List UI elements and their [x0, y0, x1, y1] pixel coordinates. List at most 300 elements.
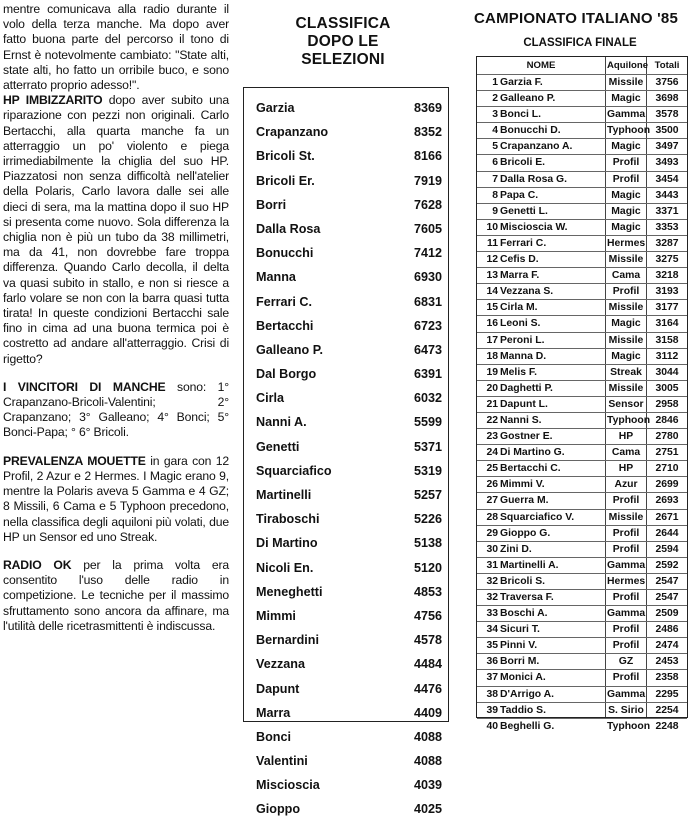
- selezioni-name: Bricoli Er.: [256, 173, 315, 188]
- kite-cell: Cama: [611, 270, 641, 282]
- table-row: [477, 445, 687, 461]
- selezioni-score: 6391: [413, 367, 442, 382]
- kite-cell: Profil: [612, 527, 640, 539]
- name-cell: Bertacchi C.: [500, 463, 561, 475]
- selezioni-score: 5138: [413, 536, 442, 551]
- total-cell: 3493: [655, 157, 679, 169]
- rank-cell: 12: [486, 254, 498, 266]
- rank-cell: 21: [486, 398, 498, 410]
- selezioni-row: [256, 435, 442, 459]
- selezioni-name: Miscioscia: [256, 778, 320, 793]
- selezioni-score: 4853: [413, 584, 442, 599]
- table-row: [477, 397, 687, 413]
- selezioni-row: [256, 531, 442, 555]
- name-cell: Peroni L.: [500, 334, 545, 346]
- table-row: [477, 670, 687, 686]
- table-row: [477, 155, 687, 171]
- name-cell: Marra F.: [500, 270, 540, 282]
- table-row: [477, 365, 687, 381]
- total-cell: 2295: [655, 688, 679, 700]
- selezioni-list: [256, 96, 442, 822]
- selezioni-name: Di Martino: [256, 536, 318, 551]
- rank-cell: 25: [486, 463, 498, 475]
- rank-cell: 26: [486, 479, 498, 491]
- selezioni-name: Vezzana: [256, 657, 306, 672]
- name-cell: Bricoli S.: [500, 575, 546, 587]
- rank-cell: 22: [486, 414, 498, 426]
- name-cell: Melis F.: [500, 366, 537, 378]
- selezioni-name: Bernardini: [256, 633, 319, 648]
- table-row: [477, 461, 687, 477]
- rank-cell: 29: [486, 527, 498, 539]
- kite-cell: Cama: [611, 447, 641, 459]
- name-cell: Zini D.: [500, 543, 532, 555]
- rank-cell: 35: [486, 640, 498, 652]
- selezioni-score: 4578: [413, 633, 442, 648]
- selezioni-name: Dalla Rosa: [256, 221, 321, 236]
- total-cell: 3044: [655, 366, 679, 378]
- total-cell: 2671: [655, 511, 679, 523]
- selezioni-name: Martinelli: [256, 488, 312, 502]
- total-cell: 3112: [655, 350, 679, 362]
- selezioni-row: [256, 96, 442, 120]
- selezioni-row: [256, 652, 442, 676]
- total-cell: 3287: [655, 237, 679, 249]
- article-paragraph: [3, 2, 229, 93]
- selezioni-score: 6723: [413, 318, 442, 333]
- table-row: [477, 107, 687, 123]
- name-cell: Beghelli G.: [500, 720, 555, 732]
- selezioni-name: Squarciafico: [256, 463, 332, 478]
- table-row: [477, 622, 687, 638]
- rank-cell: 13: [486, 270, 498, 282]
- name-cell: Cirla M.: [500, 302, 538, 314]
- selezioni-row: [256, 169, 442, 193]
- table-row: [477, 510, 687, 526]
- selezioni-score: 7628: [413, 197, 442, 212]
- selezioni-name: Manna: [256, 270, 296, 285]
- selezioni-name: Crapanzano: [256, 125, 329, 140]
- selezioni-name: Cirla: [256, 391, 284, 406]
- table-row: [477, 558, 687, 574]
- rank-cell: 6: [492, 157, 498, 169]
- name-cell: Sicuri T.: [500, 624, 540, 636]
- table-row: [477, 75, 687, 91]
- kite-cell: Typhoon: [607, 720, 651, 732]
- article-column: [3, 2, 229, 647]
- total-cell: 3353: [655, 221, 679, 233]
- table-row: [477, 606, 687, 622]
- selezioni-row: [256, 265, 442, 289]
- total-cell: 2780: [655, 431, 679, 443]
- selezioni-score: 8352: [413, 125, 442, 140]
- total-cell: 2644: [655, 527, 679, 539]
- rank-cell: 27: [486, 495, 498, 507]
- total-cell: 2474: [655, 640, 679, 652]
- table-row: [477, 91, 687, 107]
- name-cell: Taddio S.: [500, 704, 546, 716]
- selezioni-score: 4088: [413, 729, 442, 744]
- rank-cell: 16: [486, 318, 498, 330]
- name-cell: D'Arrigo A.: [500, 688, 555, 700]
- selezioni-score: 6930: [413, 270, 442, 285]
- total-cell: 3578: [655, 109, 679, 121]
- name-cell: Nanni S.: [500, 414, 542, 426]
- rank-cell: 28: [486, 511, 498, 523]
- selezioni-name: Nicoli En.: [256, 560, 314, 575]
- name-cell: Martinelli A.: [500, 559, 559, 571]
- selezioni-row: [256, 362, 442, 386]
- rank-cell: 3: [492, 109, 498, 121]
- name-cell: Gioppo G.: [500, 527, 551, 539]
- header-total: Totali: [654, 60, 680, 71]
- final-ranking-body: [477, 75, 687, 735]
- selezioni-row: [256, 556, 442, 580]
- rank-cell: 8: [492, 189, 498, 201]
- paragraph-text: sono: 1° Crapanzano-Bricoli-Valentini; 2° Crapanzano; 3° Galleano; 4° Bonci; 5° Bonci-Papa; ° 6° Bricoli.: [3, 379, 229, 440]
- total-cell: 3698: [655, 93, 679, 105]
- paragraph-text: per la prima volta era consentito l'uso delle radio in competizione. Le tecniche per il massimo sfruttamento sono ancora da affinare, ma l'utilità delle ricetrasmittenti è indiscussa.: [3, 557, 229, 633]
- selezioni-score: 6032: [413, 391, 442, 406]
- rank-cell: 40: [486, 720, 498, 732]
- total-cell: 3164: [655, 318, 679, 330]
- table-row: [477, 333, 687, 349]
- selezioni-row: [256, 241, 442, 265]
- selezioni-score: 5120: [413, 560, 442, 575]
- kite-cell: Profil: [612, 157, 640, 169]
- selezioni-score: 5371: [413, 439, 442, 454]
- total-cell: 2699: [655, 479, 679, 491]
- total-cell: 2846: [655, 414, 679, 426]
- selezioni-row: [256, 386, 442, 410]
- paragraph-lead: RADIO OK: [3, 557, 72, 572]
- selezioni-title-line: SELEZIONI: [301, 51, 385, 68]
- rank-cell: 32: [486, 592, 498, 603]
- selezioni-score: 6473: [413, 342, 442, 357]
- header-name: NOME: [526, 60, 556, 71]
- table-row: [477, 139, 687, 155]
- rank-cell: 10: [486, 221, 498, 233]
- kite-cell: Missile: [608, 511, 644, 523]
- table-row: [477, 236, 687, 252]
- rank-cell: 9: [492, 205, 498, 217]
- total-cell: 3500: [655, 125, 679, 137]
- total-cell: 2693: [655, 495, 679, 507]
- selezioni-name: Dal Borgo: [256, 367, 317, 382]
- kite-cell: Streak: [610, 366, 642, 378]
- total-cell: 2594: [655, 543, 679, 555]
- table-row: [477, 687, 687, 703]
- selezioni-score: 7605: [413, 221, 442, 236]
- table-row: [477, 252, 687, 268]
- selezioni-row: [256, 725, 442, 749]
- article-paragraph: [3, 558, 229, 634]
- total-cell: 2547: [655, 575, 679, 587]
- name-cell: Guerra M.: [500, 495, 549, 507]
- article-paragraph: [3, 454, 229, 545]
- selezioni-row: [256, 749, 442, 773]
- campionato-title: CAMPIONATO ITALIANO '85: [474, 10, 679, 27]
- total-cell: 3443: [655, 189, 679, 201]
- total-cell: 3275: [655, 254, 679, 266]
- table-row: [477, 638, 687, 654]
- selezioni-name: Ferrari C.: [256, 294, 312, 309]
- selezioni-score: 4476: [413, 681, 442, 696]
- selezioni-table: [243, 87, 449, 817]
- selezioni-row: [256, 507, 442, 531]
- total-cell: 3005: [655, 382, 679, 394]
- paragraph-lead: PREVALENZA MOUETTE: [3, 453, 146, 468]
- total-cell: 2547: [655, 592, 679, 603]
- table-row: [477, 477, 687, 493]
- paragraph-text: dopo aver subito una riparazione con pezzi non originali. Carlo Bertacchi, alla quarta manche fa un atterraggio un po' violento e piega irrimediabilmente la chiglia del suo HP. Piazzatosi non senza difficoltà nell'atelier della Polaris, Carlo lavora dalle sei alle dieci di sera, ma la mattina dopo il suo HP si presenta come nuovo. Sola differenza la chiglia non è più un tubo da 38 millimetri, ma da 41, non dovrebbe fare troppa differenza. Quando Carlo decolla, il delta va quasi subito in stallo, e non si riesce a farlo volare se non con la barra quasi tutta tirata! In queste condizioni Bertacchi sale fino in cima ad una buona termica poi è costretto ad andare all'atterraggio. Crisi di rigetto?: [3, 93, 229, 366]
- name-cell: Gostner E.: [500, 431, 553, 443]
- selezioni-name: Genetti: [256, 439, 300, 454]
- kite-cell: Typhoon: [607, 125, 651, 137]
- rank-cell: 24: [486, 447, 498, 459]
- kite-cell: Gamma: [607, 109, 646, 121]
- name-cell: Dalla Rosa G.: [500, 173, 567, 185]
- table-row: [477, 349, 687, 365]
- kite-cell: HP: [618, 463, 634, 475]
- selezioni-score: 5599: [413, 415, 442, 430]
- rank-cell: 11: [487, 237, 498, 249]
- kite-cell: Hermes: [607, 575, 646, 587]
- selezioni-name: Nanni A.: [256, 415, 307, 430]
- final-ranking-table: [476, 56, 688, 732]
- rank-cell: 38: [486, 688, 498, 700]
- paragraph-text: in gara con 12 Profil, 2 Azur e 2 Hermes. I Magic erano 9, mentre la Polaris aveva 5 Gamma e 4 GZ; 8 Missili, 6 Cama e 5 Typhoon precedono, nella classifica degli aquiloni più volati, due HP un Sensor ed uno Streak.: [3, 453, 229, 544]
- total-cell: 3454: [655, 173, 679, 185]
- selezioni-name: Galleano P.: [256, 342, 323, 357]
- selezioni-score: 4484: [413, 657, 442, 672]
- selezioni-name: Mimmi: [256, 608, 296, 623]
- name-cell: Cefis D.: [500, 254, 539, 266]
- kite-cell: Magic: [611, 93, 641, 105]
- total-cell: 2486: [655, 624, 679, 636]
- rank-cell: 34: [486, 624, 498, 636]
- selezioni-name: Gioppo: [256, 802, 301, 817]
- kite-cell: Magic: [611, 221, 641, 233]
- selezioni-name: Bricoli St.: [256, 149, 315, 164]
- total-cell: 3158: [655, 334, 679, 346]
- name-cell: Garzia F.: [500, 77, 543, 88]
- kite-cell: Profil: [612, 640, 640, 652]
- name-cell: Crapanzano A.: [500, 141, 573, 153]
- paragraph-lead: I VINCITORI DI MANCHE: [3, 379, 166, 394]
- total-cell: 2358: [655, 672, 679, 684]
- kite-cell: Missile: [608, 77, 644, 88]
- kite-cell: Missile: [608, 254, 644, 266]
- selezioni-name: Meneghetti: [256, 584, 323, 599]
- article-paragraph: [3, 93, 229, 367]
- rank-cell: 17: [486, 334, 498, 346]
- rank-cell: 15: [486, 302, 498, 314]
- table-row: [477, 526, 687, 542]
- total-cell: 3371: [655, 205, 679, 217]
- kite-cell: Magic: [611, 205, 641, 217]
- kite-cell: HP: [618, 431, 634, 443]
- selezioni-row: [256, 410, 442, 434]
- selezioni-title-line: CLASSIFICA: [295, 15, 391, 32]
- selezioni-row: [256, 217, 442, 241]
- paragraph-text: mentre comunicava alla radio durante il volo della terza manche. Ma dopo aver fatto buona parte del percorso il tono di Ernst è notevolmente cambiato: "State alti, state alti, ho fatto un orribile buco, e sono atterrato proprio adesso!".: [3, 2, 229, 93]
- selezioni-score: 5226: [413, 512, 442, 527]
- kite-cell: Gamma: [607, 608, 646, 620]
- name-cell: Ferrari C.: [500, 237, 547, 249]
- classifica-finale-subtitle: CLASSIFICA FINALE: [523, 37, 637, 49]
- table-row: [477, 542, 687, 558]
- table-row: [477, 172, 687, 188]
- name-cell: Galleano P.: [500, 93, 556, 105]
- selezioni-score: 4088: [413, 754, 442, 769]
- name-cell: Miscioscia W.: [500, 221, 568, 233]
- table-header-row: [477, 57, 687, 75]
- selezioni-row: [256, 797, 442, 821]
- total-cell: 2592: [655, 559, 679, 571]
- table-row: [477, 381, 687, 397]
- rank-cell: 20: [486, 382, 498, 394]
- rank-cell: 37: [486, 672, 498, 684]
- total-cell: 3497: [655, 141, 679, 153]
- name-cell: Bonci L.: [500, 109, 541, 121]
- kite-cell: Magic: [611, 189, 641, 201]
- kite-cell: Gamma: [607, 559, 646, 571]
- selezioni-score: 4756: [413, 608, 442, 623]
- selezioni-row: [256, 459, 442, 483]
- kite-cell: Magic: [611, 350, 641, 362]
- total-cell: 3756: [655, 77, 679, 88]
- selezioni-name: Bertacchi: [256, 318, 314, 333]
- kite-cell: S. Sirio: [608, 704, 644, 716]
- kite-cell: GZ: [618, 656, 634, 668]
- name-cell: Vezzana S.: [500, 286, 554, 298]
- rank-cell: 14: [486, 286, 498, 298]
- selezioni-row: [256, 604, 442, 628]
- name-cell: Mimmi V.: [500, 479, 545, 491]
- table-row: [477, 316, 687, 332]
- kite-cell: Profil: [612, 624, 640, 636]
- table-row: [477, 268, 687, 284]
- name-cell: Bonucchi D.: [500, 125, 561, 137]
- rank-cell: 5: [492, 141, 498, 153]
- selezioni-name: Marra: [256, 705, 291, 720]
- selezioni-score: 4039: [413, 778, 442, 793]
- selezioni-score: 6831: [413, 294, 442, 309]
- name-cell: Daghetti P.: [500, 382, 553, 394]
- rank-cell: 31: [486, 559, 498, 571]
- header-kite: Aquilone: [607, 60, 649, 71]
- table-row: [477, 703, 687, 719]
- selezioni-name: Garzia: [256, 101, 295, 115]
- rank-cell: 2: [492, 93, 498, 105]
- selezioni-row: [256, 580, 442, 604]
- kite-cell: Magic: [611, 318, 641, 330]
- selezioni-row: [256, 144, 442, 168]
- name-cell: Pinni V.: [500, 640, 538, 652]
- kite-cell: Sensor: [608, 398, 644, 410]
- kite-cell: Profil: [612, 173, 640, 185]
- kite-cell: Typhoon: [607, 414, 651, 426]
- rank-cell: 36: [486, 656, 498, 668]
- name-cell: Leoni S.: [500, 318, 541, 330]
- name-cell: Bricoli E.: [500, 157, 546, 169]
- name-cell: Borri M.: [500, 656, 540, 668]
- kite-cell: Profil: [612, 672, 640, 684]
- total-cell: 2509: [655, 608, 679, 620]
- selezioni-row: [256, 314, 442, 338]
- table-row: [477, 413, 687, 429]
- total-cell: 2254: [655, 704, 679, 716]
- selezioni-name: Bonci: [256, 729, 291, 744]
- kite-cell: Profil: [612, 592, 640, 603]
- table-row: [477, 123, 687, 139]
- name-cell: Dapunt L.: [500, 398, 548, 410]
- rank-cell: 4: [492, 125, 498, 137]
- total-cell: 2958: [655, 398, 679, 410]
- rank-cell: 23: [486, 431, 498, 443]
- name-cell: Monici A.: [500, 672, 546, 684]
- total-cell: 2453: [655, 656, 679, 668]
- selezioni-row: [256, 677, 442, 701]
- name-cell: Boschi A.: [500, 608, 548, 620]
- rank-cell: 18: [486, 350, 498, 362]
- selezioni-row: [256, 483, 442, 507]
- selezioni-title-line: DOPO LE: [307, 33, 379, 50]
- selezioni-row: [256, 773, 442, 797]
- total-cell: 2710: [655, 463, 679, 475]
- selezioni-name: Bonucchi: [256, 246, 314, 261]
- article-paragraph: [3, 380, 229, 441]
- selezioni-row: [256, 193, 442, 217]
- selezioni-name: Valentini: [256, 754, 308, 769]
- name-cell: Manna D.: [500, 350, 547, 362]
- selezioni-score: 5257: [413, 488, 442, 502]
- rank-cell: 39: [486, 704, 498, 716]
- selezioni-score: 4025: [413, 802, 442, 817]
- total-cell: 3218: [655, 270, 679, 282]
- selezioni-score: 5319: [413, 463, 442, 478]
- total-cell: 3193: [655, 286, 679, 298]
- table-row: [477, 220, 687, 236]
- selezioni-name: Borri: [256, 197, 287, 212]
- table-row: [477, 429, 687, 445]
- selezioni-row: [256, 120, 442, 144]
- rank-cell: 33: [486, 608, 498, 620]
- total-cell: 2751: [655, 447, 679, 459]
- rank-cell: 19: [486, 366, 498, 378]
- rank-cell: 30: [486, 543, 498, 555]
- selezioni-row: [256, 701, 442, 725]
- selezioni-score: 8166: [413, 149, 442, 164]
- kite-cell: Profil: [612, 543, 640, 555]
- rank-cell: 32: [486, 575, 498, 587]
- table-row: [477, 590, 687, 606]
- kite-cell: Magic: [611, 141, 641, 153]
- kite-cell: Profil: [612, 495, 640, 507]
- paragraph-lead: HP IMBIZZARITO: [3, 93, 103, 108]
- table-row: [477, 204, 687, 220]
- kite-cell: Missile: [608, 334, 644, 346]
- selezioni-name: Tiraboschi: [256, 512, 320, 527]
- kite-cell: Missile: [608, 302, 644, 314]
- kite-cell: Azur: [614, 479, 638, 491]
- table-row: [477, 493, 687, 509]
- total-cell: 3177: [655, 302, 679, 314]
- name-cell: Squarciafico V.: [500, 511, 575, 523]
- selezioni-name: Dapunt: [256, 681, 300, 696]
- kite-cell: Missile: [608, 382, 644, 394]
